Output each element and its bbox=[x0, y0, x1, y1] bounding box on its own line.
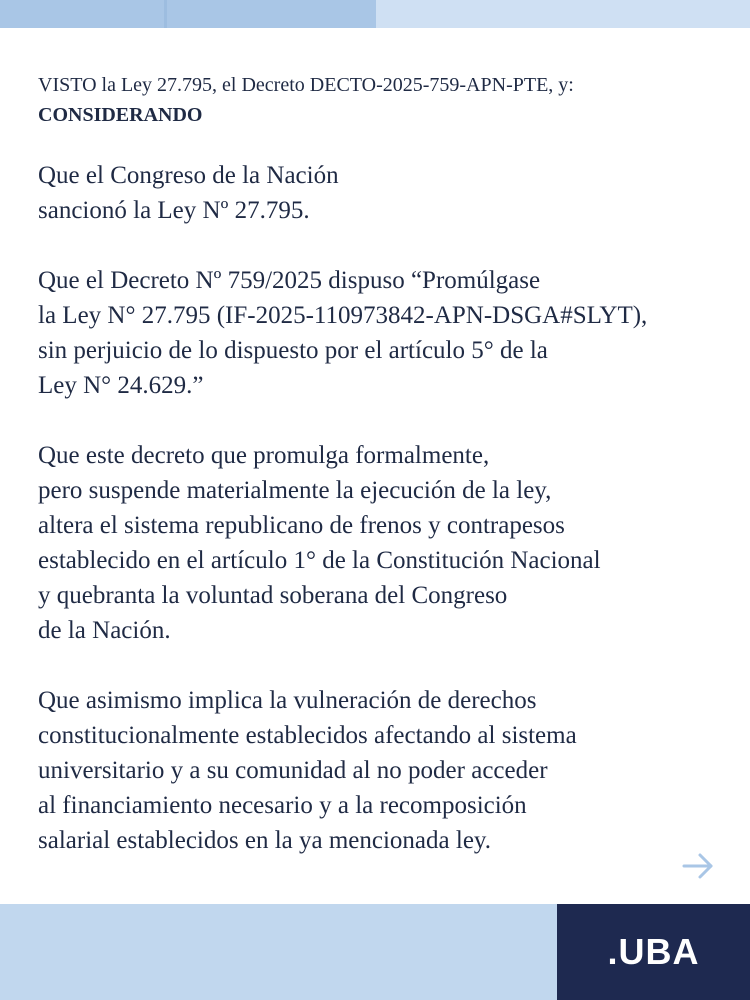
paragraph-line: Ley N° 24.629.” bbox=[38, 372, 204, 399]
footer-logo-block bbox=[557, 904, 750, 1000]
paragraph-line: Que asimismo implica la vulneración de derechos bbox=[38, 687, 537, 714]
visto-line: VISTO la Ley 27.795, el Decreto DECTO-2025-759-APN-PTE, y: bbox=[38, 74, 574, 96]
paragraph-line: universitario y a su comunidad al no poder acceder bbox=[38, 757, 548, 784]
paragraph-1 bbox=[38, 158, 728, 228]
top-bar-segment-middle bbox=[166, 0, 376, 28]
top-bar-segment-right bbox=[376, 0, 750, 28]
paragraph-line: Que el Congreso de la Nación bbox=[38, 162, 339, 189]
paragraph-line: Que el Decreto Nº 759/2025 dispuso “Promúlgase bbox=[38, 267, 541, 294]
document-header bbox=[38, 70, 718, 130]
top-decorative-bar bbox=[0, 0, 750, 28]
considerando-heading: CONSIDERANDO bbox=[38, 104, 203, 126]
paragraph-line: sancionó la Ley Nº 27.795. bbox=[38, 197, 310, 224]
paragraph-3 bbox=[38, 438, 728, 648]
paragraph-line: y quebranta la voluntad soberana del Congreso bbox=[38, 582, 508, 609]
arrow-right-icon-svg bbox=[680, 848, 716, 884]
document-body bbox=[38, 158, 728, 893]
paragraph-2 bbox=[38, 263, 728, 403]
uba-logo: .UBA bbox=[607, 931, 700, 972]
top-bar-divider bbox=[164, 0, 167, 28]
paragraph-4 bbox=[38, 683, 728, 858]
footer-bar-light bbox=[0, 904, 557, 1000]
footer-bar bbox=[0, 904, 750, 1000]
paragraph-line: establecido en el artículo 1° de la Constitución Nacional bbox=[38, 547, 601, 574]
paragraph-line: la Ley N° 27.795 (IF-2025-110973842-APN-DSGA#SLYT), bbox=[38, 302, 648, 329]
paragraph-line: pero suspende materialmente la ejecución de la ley, bbox=[38, 477, 552, 504]
paragraph-line: salarial establecidos en la ya mencionada ley. bbox=[38, 827, 492, 854]
paragraph-line: al financiamiento necesario y a la recomposición bbox=[38, 792, 527, 819]
top-bar-segment-left bbox=[0, 0, 166, 28]
paragraph-line: Que este decreto que promulga formalmente, bbox=[38, 442, 490, 469]
arrow-right-icon[interactable] bbox=[680, 848, 716, 884]
paragraph-line: de la Nación. bbox=[38, 617, 171, 644]
paragraph-line: sin perjuicio de lo dispuesto por el artículo 5° de la bbox=[38, 337, 548, 364]
paragraph-line: constitucionalmente establecidos afectando al sistema bbox=[38, 722, 577, 749]
paragraph-line: altera el sistema republicano de frenos y contrapesos bbox=[38, 512, 565, 539]
